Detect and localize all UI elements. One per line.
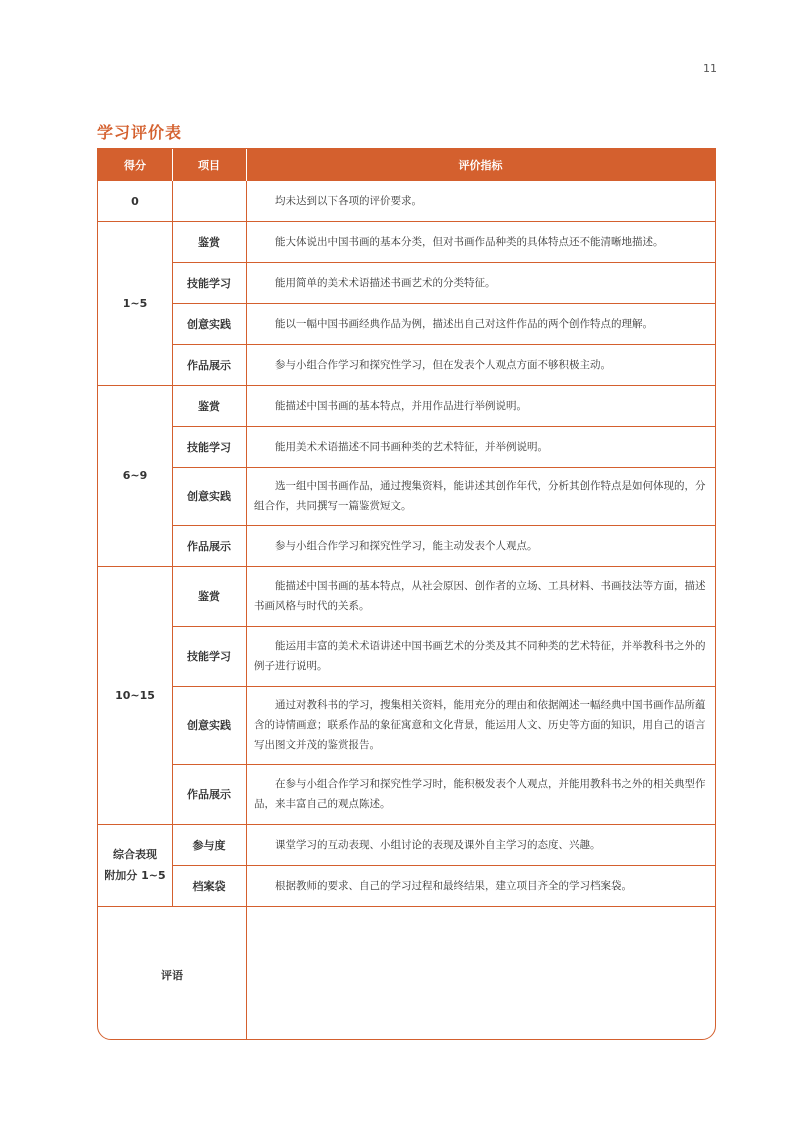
item-cell: 作品展示 [187,539,231,553]
item-cell: 鉴赏 [198,235,220,249]
item-cell: 鉴赏 [198,590,220,603]
score-cell [98,221,172,385]
criteria-cell [246,764,715,824]
criteria-text: 能描述中国书画的基本特点，并用作品进行举例说明。 [275,399,527,412]
header-score: 得分 [98,149,172,181]
score-text: 0 [131,194,139,208]
criteria-text: 能描述中国书画的基本特点，从社会原因、创作者的立场、工具材料、书画技法等方面，描述书画风格与时代的关系。 [254,580,706,612]
item-cell [172,181,246,221]
criteria-cell [246,262,715,303]
comment-label: 评语 [161,968,183,982]
criteria-text: 均未达到以下各项的评价要求。 [275,195,422,207]
score-cell [98,824,172,906]
item-cell: 作品展示 [187,788,231,801]
criteria-text: 能运用丰富的美术术语讲述中国书画艺术的分类及其不同种类的艺术特征，并举教科书之外的例子进行说明。 [254,640,706,672]
criteria-cell [246,303,715,344]
page-title: 学习评价表 [97,123,183,142]
item-cell: 作品展示 [187,358,231,372]
item-cell: 创意实践 [187,719,231,732]
column-divider [246,149,247,181]
criteria-text: 能用简单的美术术语描述书画艺术的分类特征。 [275,276,496,289]
header-item: 项目 [172,149,246,181]
criteria-cell [246,221,715,262]
score-cell [98,385,172,566]
criteria-text: 通过对教科书的学习，搜集相关资料，能用充分的理由和依据阐述一幅经典中国书画作品所蕴含的诗情画意；联系作品的象征寓意和文化背景，能运用人文、历史等方面的知识，用自己的语言写出图文并茂的鉴赏报告。 [254,699,706,751]
criteria-cell [246,385,715,426]
item-cell: 创意实践 [187,317,231,331]
header-criteria: 评价指标 [246,149,715,181]
criteria-cell [246,525,715,566]
score-cell [98,181,172,221]
score-text: 综合表现 [113,848,157,861]
criteria-cell [246,686,715,764]
item-cell: 技能学习 [187,650,231,663]
criteria-cell [246,566,715,626]
criteria-cell [246,344,715,385]
criteria-text: 选一组中国书画作品，通过搜集资料，能讲述其创作年代，分析其创作特点是如何体现的，分组合作，共同撰写一篇鉴赏短文。 [254,480,706,512]
criteria-text: 参与小组合作学习和探究性学习，但在发表个人观点方面不够积极主动。 [275,358,611,371]
score-text: 6~9 [122,469,148,482]
item-cell: 参与度 [192,838,226,852]
criteria-cell [246,467,715,525]
criteria-cell [246,824,715,865]
item-cell: 技能学习 [187,276,231,290]
item-cell: 档案袋 [192,879,226,893]
criteria-cell [246,865,715,906]
page-number: 11 [703,62,717,75]
criteria-cell [246,626,715,686]
column-divider [172,181,173,906]
criteria-cell [246,426,715,467]
evaluation-table [97,148,716,1040]
score-text: 附加分 1~5 [104,869,166,882]
column-divider [172,149,173,181]
score-text: 1~5 [122,296,148,310]
item-cell: 创意实践 [187,490,231,503]
comment-area[interactable] [246,906,715,1040]
criteria-text: 能大体说出中国书画的基本分类，但对书画作品种类的具体特点还不能清晰地描述。 [275,235,664,248]
item-cell: 鉴赏 [198,399,220,413]
criteria-text: 在参与小组合作学习和探究性学习时，能积极发表个人观点，并能用教科书之外的相关典型作品，来丰富自己的观点陈述。 [254,778,706,810]
criteria-text: 参与小组合作学习和探究性学习，能主动发表个人观点。 [275,539,538,552]
criteria-cell [246,181,715,221]
score-cell [98,566,172,824]
column-divider [246,181,247,1040]
criteria-text: 能以一幅中国书画经典作品为例，描述出自己对这件作品的两个创作特点的理解。 [275,317,653,330]
criteria-text: 根据教师的要求、自己的学习过程和最终结果，建立项目齐全的学习档案袋。 [275,879,632,892]
criteria-text: 能用美术术语描述不同书画种类的艺术特征，并举例说明。 [275,440,548,453]
criteria-text: 课堂学习的互动表现、小组讨论的表现及课外自主学习的态度、兴趣。 [275,838,601,851]
item-cell: 技能学习 [187,440,231,454]
score-text: 10~15 [115,688,155,702]
